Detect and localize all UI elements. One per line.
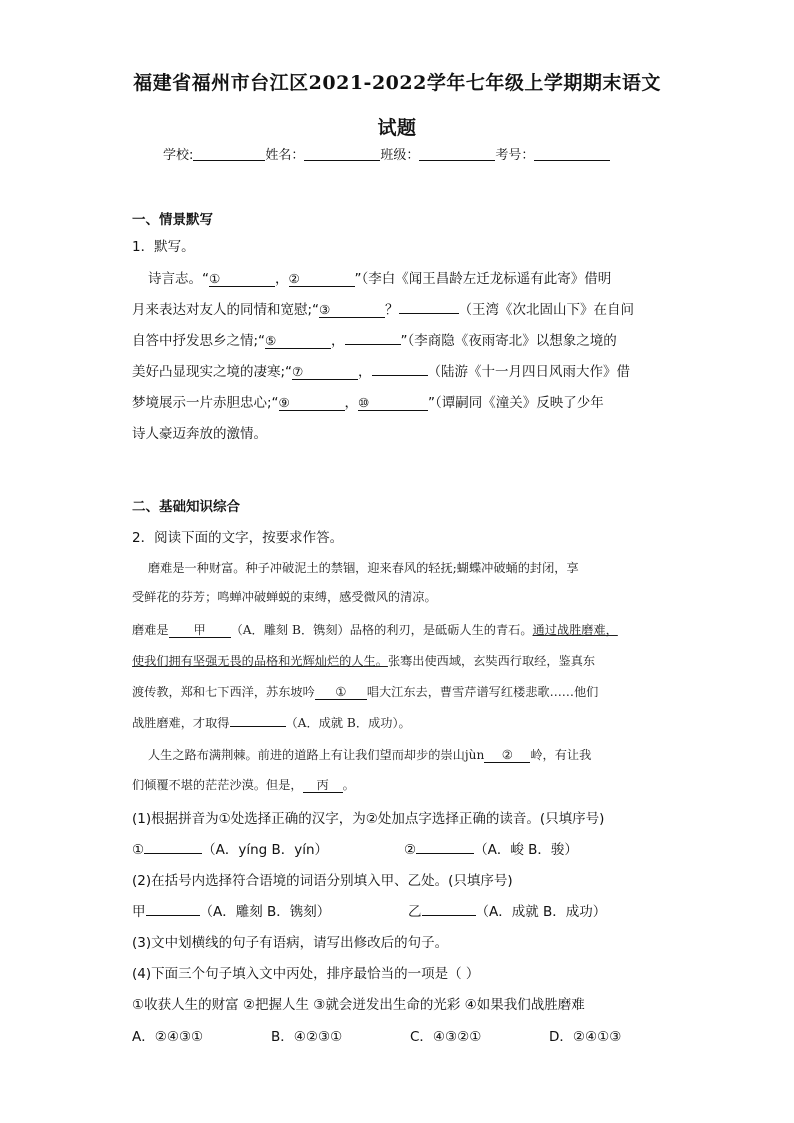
blank-5[interactable] bbox=[265, 334, 331, 349]
passage-p1-line-1: 磨难是一种财富。种子冲破泥土的禁锢，迎来春风的轻抚;蝴蝶冲破蛹的封闭，享 bbox=[148, 561, 579, 575]
s1-line-3 bbox=[132, 329, 617, 349]
blank-10[interactable] bbox=[358, 396, 428, 411]
blank-8[interactable] bbox=[372, 375, 428, 376]
passage-p3-line-1 bbox=[148, 746, 591, 763]
option-d[interactable]: D．②④①③ bbox=[549, 1029, 622, 1045]
sub-question-1-answers-b bbox=[404, 838, 578, 858]
options: （A．雕刻 B．镌刻） bbox=[199, 904, 331, 920]
options: （A．成就 B．成功） bbox=[475, 904, 607, 920]
blank-2[interactable] bbox=[289, 272, 355, 287]
underlined-sentence: 通过战胜磨难， bbox=[532, 623, 618, 637]
passage-p1-line-2: 受鲜花的芬芳；鸣蝉冲破蝉蜕的束缚，感受微风的清凉。 bbox=[132, 590, 437, 604]
circle-num: ② bbox=[288, 271, 300, 286]
class-label: 班级： bbox=[380, 148, 420, 163]
name-blank[interactable] bbox=[304, 146, 380, 161]
option-a[interactable]: A．②④③① bbox=[132, 1029, 204, 1045]
text: （王湾《次北固山下》在自问 bbox=[458, 302, 635, 318]
text: 唱大江东去，曹雪芹谱写红楼悲歌……他们 bbox=[366, 685, 599, 699]
text: ？ bbox=[385, 302, 399, 318]
text: 梦境展示一片赤胆忠心;“ bbox=[132, 395, 279, 411]
text: 自答中抒发思乡之情;“ bbox=[132, 333, 266, 349]
school-blank[interactable] bbox=[193, 146, 265, 161]
text: 磨难是 bbox=[132, 623, 169, 637]
text: （陆游《十一月四日风雨大作》借 bbox=[427, 364, 631, 380]
title-line-1: 福建省福州市台江区2021-2022学年七年级上学期期末语文 bbox=[133, 72, 661, 94]
passage-p2-line-2 bbox=[132, 652, 595, 669]
option-c[interactable]: C．④③②① bbox=[410, 1029, 482, 1045]
section-2-heading: 二、基础知识综合 bbox=[132, 499, 240, 515]
passage-p2-line-3 bbox=[132, 683, 598, 700]
question-1: 1．默写。 bbox=[132, 239, 195, 255]
circle-num: ② bbox=[501, 747, 513, 762]
text: ”（李商隐《夜雨寄北》以想象之境的 bbox=[400, 333, 617, 349]
sub-question-2-answers bbox=[132, 900, 330, 920]
text: ， bbox=[331, 333, 345, 349]
text: ”（谭嗣同《潼关》反映了少年 bbox=[428, 395, 604, 411]
passage-p3-line-2 bbox=[132, 776, 355, 793]
blank-1b[interactable] bbox=[315, 685, 367, 700]
blank-2b[interactable] bbox=[484, 748, 530, 763]
sub-question-1-answers bbox=[132, 838, 328, 858]
blank-9[interactable] bbox=[279, 396, 345, 411]
passage-p2-line-1 bbox=[132, 621, 618, 638]
answer-blank-1[interactable] bbox=[144, 853, 202, 854]
sub-question-2-answers-b bbox=[408, 900, 606, 920]
number-label: 考号： bbox=[495, 148, 535, 163]
circle-num: ① bbox=[209, 271, 221, 286]
text: ， bbox=[275, 271, 289, 287]
text: ”（李白《闻王昌龄左迁龙标遥有此寄》借明 bbox=[354, 271, 612, 287]
answer-blank-yi[interactable] bbox=[422, 915, 476, 916]
blank-1[interactable] bbox=[209, 272, 275, 287]
question-2: 2．阅读下面的文字，按要求作答。 bbox=[132, 530, 344, 546]
sub-question-1: (1)根据拼音为①处选择正确的汉字，为②处加点字选择正确的读音。(只填序号) bbox=[132, 811, 605, 827]
number-blank[interactable] bbox=[534, 146, 610, 161]
blank-6[interactable] bbox=[345, 344, 401, 345]
blank-4[interactable] bbox=[399, 313, 459, 314]
s1-line-5 bbox=[132, 391, 604, 411]
label-bing: 丙 bbox=[316, 778, 329, 792]
answer-blank-jia[interactable] bbox=[146, 915, 200, 916]
underlined-sentence: 使我们拥有坚强无畏的品格和光辉灿烂的人生。 bbox=[132, 654, 388, 668]
text: 们倾覆不堪的茫茫沙漠。但是， bbox=[132, 778, 303, 792]
text: 月来表达对友人的同情和宽慰;“ bbox=[132, 302, 320, 318]
circle-num: ⑨ bbox=[278, 395, 290, 410]
text: ， bbox=[358, 364, 372, 380]
circle-num: ① bbox=[335, 684, 347, 699]
label-yi: 乙 bbox=[408, 904, 422, 920]
text: （A．成就 B．成功）。 bbox=[285, 716, 411, 730]
blank-3[interactable] bbox=[319, 303, 385, 318]
class-blank[interactable] bbox=[419, 146, 495, 161]
text: 。 bbox=[342, 778, 355, 792]
text: 渡传教，郑和七下西洋，苏东坡吟 bbox=[132, 685, 315, 699]
circle-num: ⑦ bbox=[292, 364, 304, 379]
sub-question-3: (3)文中划横线的句子有语病，请写出修改后的句子。 bbox=[132, 935, 449, 951]
text: 美好凸显现实之境的凄寒;“ bbox=[132, 364, 293, 380]
options: （A．峻 B．骏） bbox=[474, 842, 578, 858]
title-line-2: 试题 bbox=[377, 117, 417, 139]
school-label: 学校: bbox=[163, 148, 194, 163]
text: 张骞出使西域，玄奘西行取经，鉴真东 bbox=[387, 654, 596, 668]
s1-line-1 bbox=[148, 267, 611, 287]
blank-yi[interactable] bbox=[230, 726, 286, 727]
label-jia: 甲 bbox=[193, 623, 206, 637]
text: 战胜磨难，才取得 bbox=[132, 716, 230, 730]
passage-p2-line-4 bbox=[132, 714, 411, 731]
option-b[interactable]: B．④②③① bbox=[271, 1029, 343, 1045]
sub-question-4: (4)下面三个句子填入文中丙处，排序最恰当的一项是（ ） bbox=[132, 966, 480, 982]
sub-question-2: (2)在括号内选择符合语境的词语分别填入甲、乙处。(只填序号) bbox=[132, 873, 513, 889]
blank-7[interactable] bbox=[292, 365, 358, 380]
circle-num: ③ bbox=[319, 302, 331, 317]
s1-line-4 bbox=[132, 360, 630, 380]
section-1-heading: 一、情景默写 bbox=[132, 212, 213, 228]
text: 人生之路布满荆棘。前进的道路上有让我们望而却步的崇山jùn bbox=[148, 748, 485, 762]
name-label: 姓名： bbox=[265, 148, 305, 163]
answer-blank-2[interactable] bbox=[416, 853, 474, 854]
student-info-row bbox=[163, 144, 610, 163]
blank-jia[interactable] bbox=[169, 623, 231, 638]
s1-line-6: 诗人豪迈奔放的激情。 bbox=[132, 426, 267, 442]
sub-question-4-items: ①收获人生的财富 ②把握人生 ③就会迸发出生命的光彩 ④如果我们战胜磨难 bbox=[132, 997, 585, 1013]
circle-num: ② bbox=[404, 842, 417, 858]
text: 诗言志。“ bbox=[148, 271, 209, 287]
circle-num: ⑤ bbox=[265, 333, 277, 348]
text: 岭，有让我 bbox=[530, 748, 592, 762]
text: （A．雕刻 B．镌刻）品格的利刃，是砥砺人生的青石。 bbox=[230, 623, 533, 637]
circle-num: ⑩ bbox=[358, 395, 370, 410]
circle-num: ① bbox=[132, 842, 145, 858]
s1-line-2 bbox=[132, 298, 634, 318]
label-jia: 甲 bbox=[132, 904, 146, 920]
blank-bing[interactable] bbox=[303, 778, 343, 793]
text: ， bbox=[344, 395, 359, 411]
options: （A．yíng B．yín） bbox=[202, 842, 329, 858]
